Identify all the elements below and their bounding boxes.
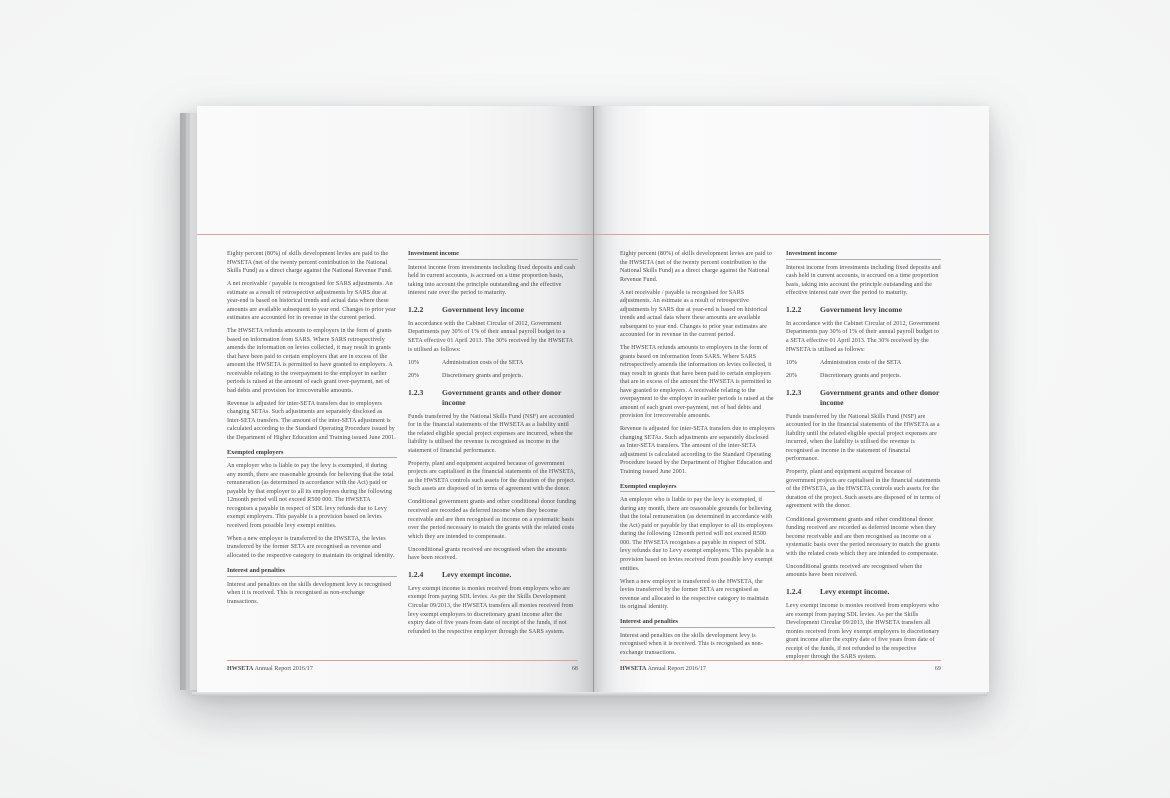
paragraph: An employer who is liable to pay the levy is exempted, if during any month, there are reasonable grounds for believing that the total remuneration (as determined in accordance with the Act) paid or payable by that employer to all its employees during the following 12month period will not exceed R500 000. The HWSETA recognises a payable in respect of SDL levy refunds due to Levy exempt employers. This payable is a provision based on levies received from possible levy exempt entities.: [620, 497, 774, 572]
section-title: Government grants and other donor income: [820, 387, 940, 407]
section-title: Government levy income: [820, 305, 902, 315]
section-number: 1.2.2: [408, 305, 424, 315]
top-accent-rule: [594, 234, 989, 235]
footer-report-title: [227, 666, 313, 672]
footer-report-title-rest: Annual Report 2016/17: [253, 666, 313, 672]
page-footer: [620, 666, 941, 672]
top-accent-rule: [197, 234, 593, 235]
paragraph: In accordance with the Cabinet Circular of 2012, Government Departments pay 30% of 1% of their annual payroll budget to a SETA effective 01 April 2013. The 30% received by the HWSETA is utilised as follows:: [786, 320, 940, 353]
list-item: [408, 359, 578, 368]
section-number: 1.2.2: [786, 305, 802, 315]
footer-accent-rule: [620, 660, 941, 661]
paragraph: An employer who is liable to pay the levy is exempted, if during any month, there are reasonable grounds for believing that the total remuneration (as determined in accordance with the Act) paid or payable by that employer to all its employees during the following 12month period will not exceed R500 000. The HWSETA recognises a payable in respect of SDL levy refunds due to Levy exempt employers. This payable is a provision based on levies received from possible levy exempt entities.: [227, 463, 394, 529]
page-number: 69: [934, 666, 941, 672]
page-stack-edge: [180, 113, 197, 690]
paragraph: Interest income from investments including fixed deposits and cash held in current accounts, is accrued on a time proportion basis, taking into account the principle outstanding and the effective interest rate over the period to maturity.: [408, 264, 576, 297]
list-item-description: Administration costs of the SETA: [820, 359, 902, 366]
column-right: [408, 250, 578, 641]
paragraph: Funds transferred by the National Skills Fund (NSF) are accounted for in the financial statements of the HWSETA as a liability until the related eligible special project expenses are incurred, when the liability is utilised the revenue is recognised as income in the statement of financial performance.: [408, 413, 575, 454]
paragraph: Levy exempt income is monies received from employers who are exempt from paying SDL levies. As per the Skills Development Circular 09/2013, the HWSETA transfers all monies received from levy exempt employers to discretionary grant income after the expiry date of five years from date of receipt of the funds, if not refunded to the respective employer through the SARS system.: [408, 585, 574, 635]
list-item: [786, 372, 941, 381]
page-number: 68: [571, 666, 578, 672]
footer-report-title: [620, 666, 706, 672]
column-left: [227, 250, 397, 641]
section-heading-1-2-4: [786, 587, 941, 597]
paragraph: Unconditional grants received are recognised when the amounts have been received.: [408, 546, 567, 562]
paragraph: Funds transferred by the National Skills Fund (NSF) are accounted for in the financial statements of the HWSETA as a liability until the related eligible special project expenses are incurred, when the liability is utilised the revenue is recognised as income in the statement of financial performance.: [786, 413, 940, 463]
paragraph: Levy exempt income is monies received from employers who are exempt from paying SDL levies. As per the Skills Development Circular 09/2013, the HWSETA transfers all monies received from levy exempt employers to discretionary grant income after the expiry date of five years from date of receipt of the funds, if not refunded to the respective employer through the SARS system.: [786, 603, 940, 661]
levy-allocation-list: [786, 359, 941, 381]
list-item-percentage: 10%: [786, 359, 797, 366]
paragraph: Eighty percent (80%) of skills development levies are paid to the HWSETA (net of the twenty percent contribution to the National Skills Fund) as a direct charge against the National Revenue Fund.: [620, 251, 773, 283]
list-item-description: Administration costs of the SETA: [442, 359, 524, 366]
section-number: 1.2.3: [786, 387, 802, 397]
paragraph: Conditional government grants and other conditional donor funding received are recorded as deferred income when they become receivable and are then recognised as income on a systematic basis over the period necessary to match the grants with the related costs which they are intended to compensate.: [408, 499, 577, 540]
paragraph: Property, plant and equipment acquired because of government projects are capitalised in the financial statements of the HWSETA, as the HWSETA controls such assets for the duration of the project. Such assets are disposed of in terms of agreement with the donor.: [786, 469, 941, 510]
list-item-description: Discretionary grants and projects.: [442, 372, 523, 379]
left-page: [197, 106, 593, 692]
page-body: [227, 250, 578, 641]
list-item-percentage: 20%: [786, 372, 797, 379]
section-number: 1.2.4: [786, 587, 802, 597]
book-bottom-edge: [192, 692, 987, 696]
heading-exempted-employers: Exempted employers: [227, 449, 397, 459]
footer-report-title-bold: HWSETA: [620, 666, 647, 672]
right-page: [593, 106, 989, 692]
levy-allocation-list: [408, 359, 578, 381]
paragraph: When a new employer is transferred to the HWSETA, the levies transferred by the former SETA are recognised as revenue and allocated to the respective category to maintain its original identity.: [227, 535, 395, 559]
section-heading-1-2-2: [408, 305, 578, 315]
heading-interest-and-penalties: Interest and penalties: [227, 567, 397, 577]
section-heading-1-2-3: [408, 388, 578, 409]
paragraph: Interest income from investments including fixed deposits and cash held in current accounts, is accrued on a time proportion basis, taking into account the principle outstanding and the effective interest rate over the period to maturity.: [786, 264, 941, 297]
footer-accent-rule: [227, 660, 578, 661]
section-title: Government levy income: [442, 305, 524, 315]
paragraph: Unconditional grants received are recognised when the amounts have been received.: [786, 563, 923, 579]
paragraph: Conditional government grants and other conditional donor funding received are recorded as deferred income when they become receivable and are then recognised as income on a systematic basis over the period necessary to match the grants with the related costs which they are intended to compensate.: [786, 516, 940, 557]
paragraph: In accordance with the Cabinet Circular of 2012, Government Departments pay 30% of 1% of their annual payroll budget to a SETA effective 01 April 2013. The 30% received by the HWSETA is utilised as follows:: [408, 320, 573, 353]
section-number: 1.2.4: [408, 570, 424, 580]
paragraph: Interest and penalties on the skills development levy is recognised when it is received. This is recognised as non-exchange transactions.: [227, 581, 392, 605]
paragraph: The HWSETA refunds amounts to employers in the form of grants based on information from SARS. Where SARS retrospectively amends the information on levies collected, it may result in grants that have been paid to certain employers that are in excess of the amount the HWSETA is permitted to have granted to employers. A receivable relating to the overpayment to the employer in earlier periods is raised at the amount of each grant over-payment, net of bad debts and provision for irrecoverable amounts.: [620, 345, 774, 420]
list-item-percentage: 10%: [408, 359, 419, 366]
list-item: [408, 372, 578, 381]
section-heading-1-2-4: [408, 570, 578, 580]
list-item-percentage: 20%: [408, 372, 419, 379]
section-title: Levy exempt income.: [820, 587, 890, 597]
list-item: [786, 359, 941, 368]
section-heading-1-2-3: [786, 388, 941, 409]
column-left: [620, 250, 775, 666]
paragraph: Revenue is adjusted for inter-SETA transfers due to employers changing SETAs. Such adjustments are separately disclosed as Inter-SETA transfers. The amount of the inter-SETA adjustment is calculated according to the Standard Operating Procedure issued by the Department of Higher Education and Training issued June 2001.: [227, 400, 396, 441]
heading-investment-income: Investment income: [408, 250, 578, 260]
page-footer: [227, 666, 578, 672]
paragraph: When a new employer is transferred to the HWSETA, the levies transferred by the former SETA are recognised as revenue and allocated to the respective category to maintain its original identity.: [620, 578, 769, 611]
section-title: Levy exempt income.: [442, 570, 512, 580]
paragraph: Property, plant and equipment acquired because of government projects are capitalised in the financial statements of the HWSETA, as the HWSETA controls such assets for the duration of the project. Such assets are disposed of in terms of agreement with the donor.: [408, 460, 576, 493]
paragraph: Interest and penalties on the skills development levy is recognised when it is received. This is recognised as non-exchange transactions.: [620, 632, 763, 656]
paragraph: A net receivable / payable is recognised for SARS adjustments. An estimate as a result of retrospective adjustments by SARS due at year-end is based on historical trends and actual data where these amounts are available subsequent to year end. Changes to prior year estimates are accounted for in revenue in the current period.: [227, 281, 396, 322]
book-spread: [197, 106, 990, 692]
section-heading-1-2-2: [786, 305, 941, 315]
section-title: Government grants and other donor income: [442, 387, 562, 407]
section-number: 1.2.3: [408, 387, 424, 397]
column-right: [786, 250, 941, 666]
heading-exempted-employers: Exempted employers: [620, 483, 775, 493]
list-item-description: Discretionary grants and projects.: [820, 372, 901, 379]
footer-report-title-bold: HWSETA: [227, 666, 254, 672]
open-book: [180, 106, 990, 692]
heading-investment-income: Investment income: [786, 250, 941, 260]
paragraph: Eighty percent (80%) of skills development levies are paid to the HWSETA (net of the twenty percent contribution to the National Skills Fund) as a direct charge against the National Revenue Fund.: [227, 251, 393, 275]
paragraph: Revenue is adjusted for inter-SETA transfers due to employers changing SETAs. Such adjustments are separately disclosed as Inter-SETA transfers. The amount of the inter-SETA adjustment is calculated according to the Standard Operating Procedure issued by the Department of Higher Education and Training issued June 2001.: [620, 426, 775, 475]
paragraph: The HWSETA refunds amounts to employers in the form of grants based on information from SARS. Where SARS retrospectively amends the information on levies collected, it may result in grants that have been paid to certain employers that are in excess of the amount the HWSETA is permitted to have granted to employers. A receivable relating to the overpayment to the employer in earlier periods is raised at the amount of each grant over-payment, net of bad debts and provision for irrecoverable amounts.: [227, 328, 393, 394]
page-body: [620, 250, 941, 666]
heading-interest-and-penalties: Interest and penalties: [620, 618, 775, 628]
footer-report-title-rest: Annual Report 2016/17: [646, 666, 706, 672]
paragraph: A net receivable / payable is recognised for SARS adjustments. An estimate as a result of retrospective adjustments by SARS due at year-end is based on historical trends and actual data where these amounts are available subsequent to year end. Changes to prior year estimates are accounted for in revenue in the current period.: [620, 289, 768, 339]
